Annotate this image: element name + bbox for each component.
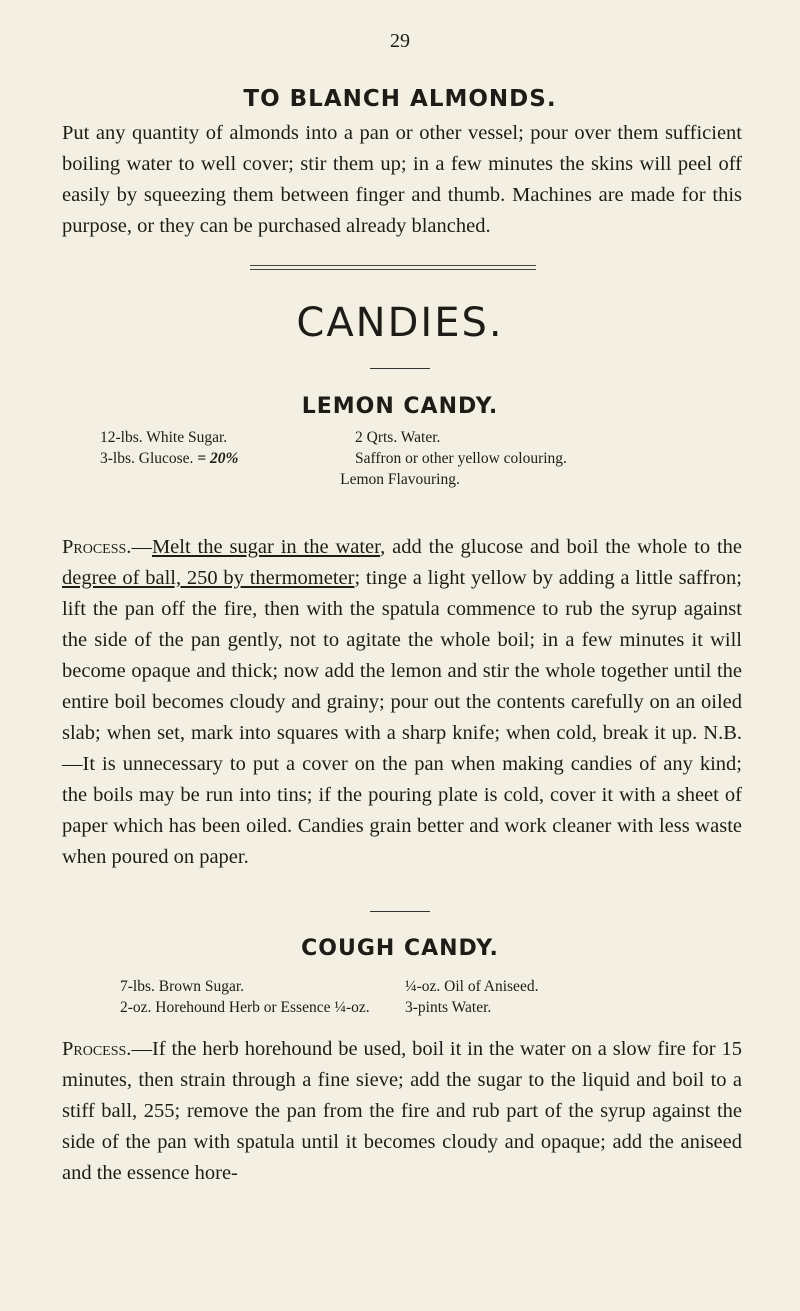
blanch-almonds-paragraph: Put any quantity of almonds into a pan or other vessel; pour over them sufficient boiling water to well cover; stir them up; in a few minutes the skins will peel off easily by squeezing them between finger and thumb. Machines are made for this purpose, or they can be purchased already blanched. [62, 122, 742, 237]
page-number: 29 [390, 30, 410, 52]
ingredient: ¼-oz. Oil of Aniseed. [405, 978, 539, 995]
process-label: Process. [62, 1038, 132, 1060]
ingredient: Saffron or other yellow colouring. [355, 450, 567, 467]
ingredient-row [120, 997, 680, 1018]
ingredient-row [100, 427, 700, 448]
cough-process-paragraph [62, 1034, 742, 1189]
lemon-ingredients [100, 427, 700, 490]
ingredient: Lemon Flavouring. [340, 471, 460, 488]
ingredient-row [120, 976, 680, 997]
ingredient: 7-lbs. Brown Sugar. [120, 978, 244, 995]
process-text: —If the herb horehound be used, boil it in the water on a slow fire for 15 minutes, then strain through a fine sieve; add the sugar to the liquid and boil to a stiff ball, 255; remove the pan from the fire and rub part of the syrup against the side of the pan with spatula until it becomes cloudy and opaque; add the aniseed and the essence hore- [62, 1038, 742, 1184]
candies-heading: CANDIES. [296, 300, 504, 346]
section-divider [250, 265, 536, 270]
ingredient [100, 448, 355, 469]
ingredient: 3-pints Water. [405, 999, 492, 1016]
process-label: Process. [62, 536, 132, 558]
process-text: ; tinge a light yellow by adding a little saffron; lift the pan off the fire, then with the spatula commence to rub the syrup against the side of the pan gently, not to agitate the whole boil; in a few minutes it will become opaque and thick; now add the lemon and stir the whole together until the entire boil becomes cloudy and grainy; pour out the contents carefully on an oiled slab; when set, mark into squares with a sharp knife; when cold, break it up. N.B.—It is unnecessary to put a cover on the pan when making candies of any kind; the boils may be run into tins; if the pouring plate is cold, cover it with a sheet of paper which has been oiled. Candies grain better and work cleaner with less waste when poured on paper. [62, 567, 742, 868]
ingredient-text: 3-lbs. Glucose. [100, 450, 194, 467]
ingredient: 12-lbs. White Sugar. [100, 429, 228, 446]
underlined-text: degree of ball, 250 by thermometer [62, 567, 355, 589]
short-divider [370, 911, 430, 912]
cough-ingredients [120, 976, 680, 1018]
process-text: , add the glucose and boil the whole to the [380, 536, 743, 558]
short-divider [370, 368, 430, 369]
ingredient: 2-oz. Horehound Herb or Essence ¼-oz. [120, 999, 370, 1016]
lemon-process-paragraph: Process.—Melt the sugar in the water, add the glucose and boil the whole to the degree of ball, 250 by thermometer; tinge a light yellow by adding a little saffron; lift the pan off the fire, then with the spatula commence to rub the syrup against the side of the pan gently, not to agitate the whole boil; in a few minutes it will become opaque and thick; now add the lemon and stir the whole together until the entire boil becomes cloudy and grainy; pour out the contents carefully on an oiled slab; when set, mark into squares with a sharp knife; when cold, break it up. N.B.—It is unnecessary to put a cover on the pan when making candies of any kind; the boils may be run into tins; if the pouring plate is cold, cover it with a sheet of paper which has been oiled. Candies grain better and work cleaner with less waste when poured on paper. [62, 536, 743, 868]
handwritten-note: = 20% [197, 450, 239, 467]
cough-candy-title: COUGH CANDY. [301, 936, 499, 961]
underlined-text: Melt the sugar in the water [151, 536, 381, 558]
ingredient: 2 Qrts. Water. [355, 429, 441, 446]
blanch-almonds-title: TO BLANCH ALMONDS. [243, 86, 557, 112]
ingredient-row [100, 448, 700, 469]
lemon-candy-title: LEMON CANDY. [301, 394, 499, 419]
